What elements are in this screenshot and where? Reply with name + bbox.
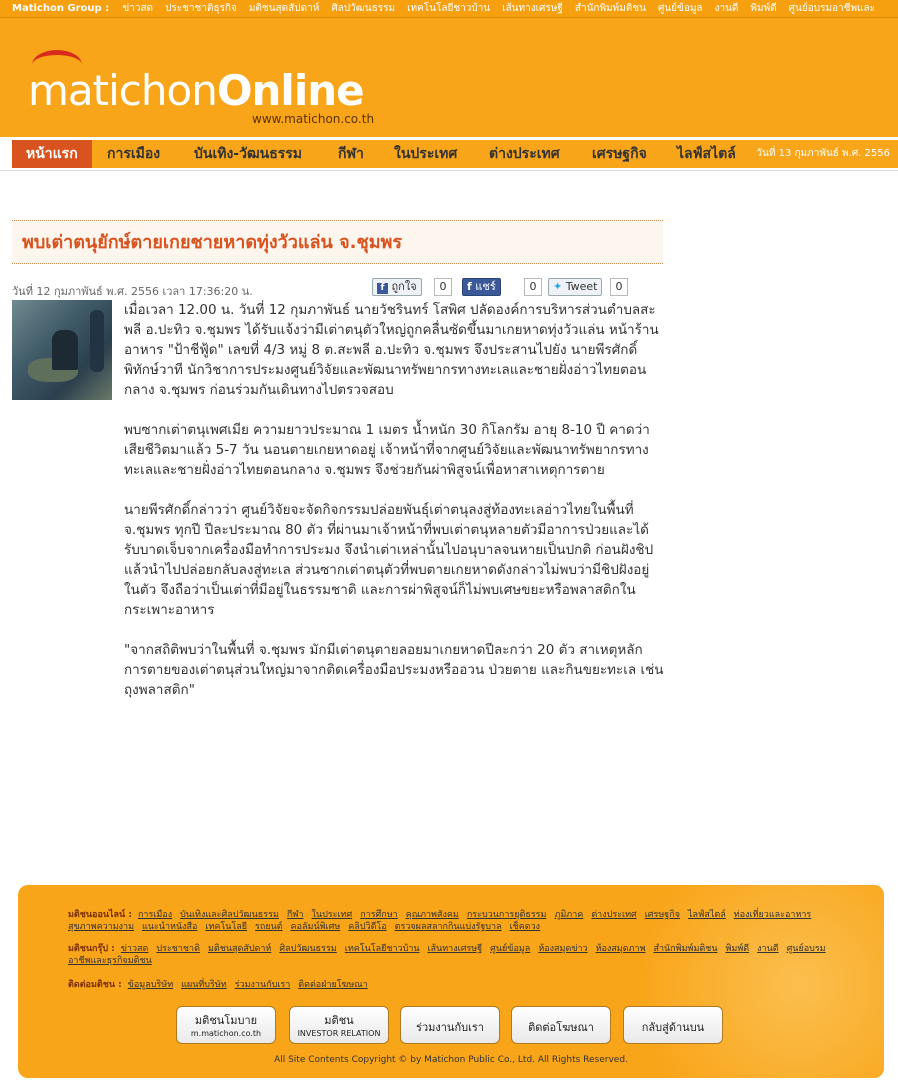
footer-link[interactable]: ติดต่อฝ่ายโฆษณา — [298, 980, 368, 990]
footer-link[interactable]: สุขภาพความงาม — [68, 922, 135, 932]
footer-link[interactable]: รถยนต์ — [255, 922, 283, 932]
share-label: แชร์ — [475, 280, 496, 293]
footer-link[interactable]: ในประเทศ — [311, 910, 353, 920]
footer-link[interactable]: กระบวนการยุติธรรม — [466, 910, 547, 920]
footer-link[interactable]: สำนักพิมพ์มติชน — [653, 944, 718, 954]
footer-link[interactable]: ต่างประเทศ — [591, 910, 637, 920]
nav-item-sports[interactable]: กีฬา — [338, 146, 364, 162]
footer-link[interactable]: ศิลปวัฒนธรรม — [279, 944, 337, 954]
nav-item-economy[interactable]: เศรษฐกิจ — [592, 146, 647, 162]
copyright: All Site Contents Copyright © by Matichon Public Co., Ltd. All Rights Reserved. — [274, 1055, 628, 1065]
footer-link[interactable]: การศึกษา — [360, 910, 398, 920]
header — [0, 18, 898, 137]
footer-contact-label: ติดต่อมติชน : — [68, 980, 122, 990]
group-bar — [0, 0, 898, 18]
mobile-button[interactable]: มติชนโมบาย m.matichon.co.th — [176, 1006, 276, 1044]
footer-link[interactable]: การเมือง — [137, 910, 173, 920]
footer-link[interactable]: ข่าวสด — [120, 944, 149, 954]
like-label: ถูกใจ — [391, 280, 417, 293]
group-link[interactable]: ศูนย์ข้อมูล — [657, 3, 703, 14]
share-button[interactable] — [462, 278, 501, 296]
footer-link[interactable]: ศูนย์อบรมอาชีพและธุรกิจมติชน — [68, 944, 826, 966]
logo-url: www.matichon.co.th — [252, 112, 375, 126]
footer-link[interactable]: ภูมิภาค — [554, 910, 584, 920]
footer-link[interactable]: คุณภาพสังคม — [405, 910, 459, 920]
footer-link[interactable]: เทคโนโลยี — [205, 922, 248, 932]
title-box — [12, 220, 663, 264]
nav-item-domestic[interactable]: ในประเทศ — [394, 146, 458, 162]
footer-link[interactable]: เส้นทางเศรษฐี — [427, 944, 483, 954]
investor-relation-button[interactable]: มติชน INVESTOR RELATION — [289, 1006, 389, 1044]
footer-group-label: มติชนกรุ๊ป : — [68, 944, 115, 954]
like-count: 0 — [434, 278, 452, 296]
footer-link[interactable]: เทคโนโลยีชาวบ้าน — [344, 944, 420, 954]
nav-date: วันที่ 13 กุมภาพันธ์ พ.ศ. 2556 — [756, 148, 890, 159]
footer-link[interactable]: คลิปวิดีโอ — [348, 922, 387, 932]
article-body — [124, 300, 664, 720]
footer-link[interactable]: แนะนำหนังสือ — [142, 922, 198, 932]
group-link[interactable]: เส้นทางเศรษฐี — [502, 3, 563, 14]
article-photo[interactable] — [12, 300, 112, 400]
paragraph: "จากสถิติพบว่าในพื้นที่ จ.ชุมพร มักมีเต่าตนุตายลอยมาเกยหาดปีละกว่า 20 ตัว สาเหตุหลักการตายของเต่าตนุส่วนใหญ่มาจากติดเครื่องมือประมงหรืออวน ป่วยตาย และกินขยะทะเล เช่น ถุงพลาสติก" — [124, 642, 664, 698]
group-link[interactable]: มติชนสุดสัปดาห์ — [248, 3, 320, 14]
article-datetime: วันที่ 12 กุมภาพันธ์ พ.ศ. 2556 เวลา 17:36:20 น. — [12, 285, 253, 298]
share-count: 0 — [524, 278, 542, 296]
article-title: พบเต่าตนุยักษ์ตายเกยชายหาดทุ่งวัวแล่น จ.ชุมพร — [22, 232, 403, 253]
tweet-button[interactable] — [548, 278, 602, 296]
paragraph: เมื่อเวลา 12.00 น. วันที่ 12 กุมภาพันธ์ นายวัชรินทร์ โสพิศ ปลัดองค์การบริหารส่วนตำบลสะพลี อ.ปะทิว จ.ชุมพร ได้รับแจ้งว่ามีเต่าตนุตัวใหญ่ถูกคลื่นซัดขึ้นมาเกยหาดทุ่งวัวแล่น หน้าร้านอาหาร "ป้าชีฟู้ด" เลขที่ 4/3 หมู่ 8 ต.สะพลี อ.ปะทิว จ.ชุมพร จึงประสานไปยัง นายพีรศักดิ์ พิทักษ์วาที นักวิชาการประมงศูนย์วิจัยและพัฒนาทรัพยากรทางทะเลและชายฝั่งอ่าวไทยตอนกลาง จ.ชุมพร ก่อนร่วมกันเดินทางไปตรวจสอบ — [124, 302, 659, 398]
tweet-label: Tweet — [565, 280, 598, 293]
twitter-icon: ✦ — [553, 280, 563, 293]
paragraph: พบซากเต่าตนุเพศเมีย ความยาวประมาณ 1 เมตร น้ำหนัก 30 กิโลกรัม อายุ 8-10 ปี คาดว่าเสียชีวิตมาแล้ว 5-7 วัน นอนตายเกยหาดอยู่ เจ้าหน้าที่จากศูนย์วิจัยและพัฒนาทรัพยากรทางทะเลและชายฝั่งอ่าวไทยตอนกลาง จ.ชุมพร จึงช่วยกันผ่าพิสูจน์เพื่อหาสาเหตุการตาย — [124, 422, 650, 478]
footer-link[interactable]: ประชาชาติ — [156, 944, 200, 954]
site-logo[interactable] — [28, 60, 408, 130]
group-link[interactable]: พิมพ์ดี — [750, 3, 777, 14]
nav-item-entertainment[interactable]: บันเทิง-วัฒนธรรม — [194, 146, 303, 162]
group-label: Matichon Group : — [12, 3, 110, 14]
footer-link[interactable]: ห้องสมุดภาพ — [595, 944, 646, 954]
facebook-share-icon: f — [467, 280, 472, 293]
footer-link[interactable]: ตรวจผลสลากกินแบ่งรัฐบาล — [394, 922, 502, 932]
nav-item-home[interactable]: หน้าแรก — [12, 140, 92, 168]
footer-online-links — [68, 909, 828, 933]
footer-link[interactable]: ร่วมงานกับเรา — [234, 980, 291, 990]
group-link[interactable]: ศูนย์อบรมอาชีพและ — [788, 3, 875, 14]
main-nav — [0, 137, 898, 171]
footer-group-links — [68, 943, 828, 967]
footer-link[interactable]: ท่องเที่ยวและอาหาร — [733, 910, 812, 920]
article — [12, 220, 664, 698]
footer-link[interactable]: มติชนสุดสัปดาห์ — [207, 944, 272, 954]
footer-link[interactable]: ศูนย์ข้อมูล — [490, 944, 531, 954]
nav-item-foreign[interactable]: ต่างประเทศ — [489, 146, 560, 162]
footer-link[interactable]: ไลฟ์สไตล์ — [687, 910, 726, 920]
footer — [18, 885, 884, 1078]
footer-link[interactable]: กีฬา — [286, 910, 304, 920]
logo-text-part1: matichon — [28, 66, 217, 115]
join-us-button[interactable]: ร่วมงานกับเรา — [400, 1006, 500, 1044]
back-to-top-button[interactable]: กลับสู่ด้านบน — [623, 1006, 723, 1044]
group-link[interactable]: เทคโนโลยีชาวบ้าน — [407, 3, 491, 14]
logo-text-part2: Online — [216, 66, 364, 115]
like-button[interactable] — [372, 278, 422, 296]
footer-link[interactable]: คอลัมน์พิเศษ — [290, 922, 341, 932]
nav-item-lifestyle[interactable]: ไลฟ์สไตล์ — [677, 146, 736, 162]
footer-link[interactable]: งานดี — [757, 944, 779, 954]
group-link[interactable]: ข่าวสด — [122, 3, 154, 14]
group-link[interactable]: สำนักพิมพ์มติชน — [574, 3, 646, 14]
footer-link[interactable]: พิมพ์ดี — [725, 944, 750, 954]
group-link[interactable]: ประชาชาติธุรกิจ — [165, 3, 237, 14]
footer-link[interactable]: บันเทิงและศิลปวัฒนธรรม — [180, 910, 279, 920]
facebook-icon: f — [377, 283, 388, 294]
footer-link[interactable]: เช็คดวง — [509, 922, 541, 932]
advertise-button[interactable]: ติดต่อโฆษณา — [511, 1006, 611, 1044]
footer-link[interactable]: เศรษฐกิจ — [644, 910, 680, 920]
group-link[interactable]: งานดี — [714, 3, 739, 14]
nav-item-politics[interactable]: การเมือง — [107, 146, 161, 162]
footer-link[interactable]: แผนที่บริษัท — [181, 980, 227, 990]
footer-online-label: มติชนออนไลน์ : — [68, 910, 132, 920]
paragraph: นายพีรศักดิ์กล่าวว่า ศูนย์วิจัยจะจัดกิจกรรมปล่อยพันธุ์เต่าตนุลงสู่ท้องทะเลอ่าวไทยในพื้นที่ จ.ชุมพร ทุกปี ปีละประมาณ 80 ตัว ที่ผ่านมาเจ้าหน้าที่พบเต่าตนุหลายตัวมีอาการป่วยและได้รับบาดเจ็บจากเครื่องมือทำการประมง จึงนำเต่าเหล่านั้นไปอนุบาลจนหายเป็นปกติ ก่อนฝังชิปแล้วนำไปปล่อยกลับลงสู่ทะเล ส่วนซากเต่าตนุตัวที่พบตายเกยหาดดังกล่าวไม่พบว่ามีชิปฝังอยู่ในตัว จึงถือว่าเป็นเต่าที่มีอยู่ในธรรมชาติ และการผ่าพิสูจน์ก็ไม่พบเศษขยะหรือพลาสติกในกระเพาะอาหาร — [124, 502, 654, 618]
tweet-count: 0 — [610, 278, 628, 296]
nav-bar — [12, 140, 898, 168]
footer-link[interactable]: ข้อมูลบริษัท — [127, 980, 174, 990]
footer-link[interactable]: ห้องสมุดข่าว — [538, 944, 588, 954]
group-link[interactable]: ศิลปวัฒนธรรม — [331, 3, 396, 14]
footer-contact-links — [68, 979, 828, 991]
